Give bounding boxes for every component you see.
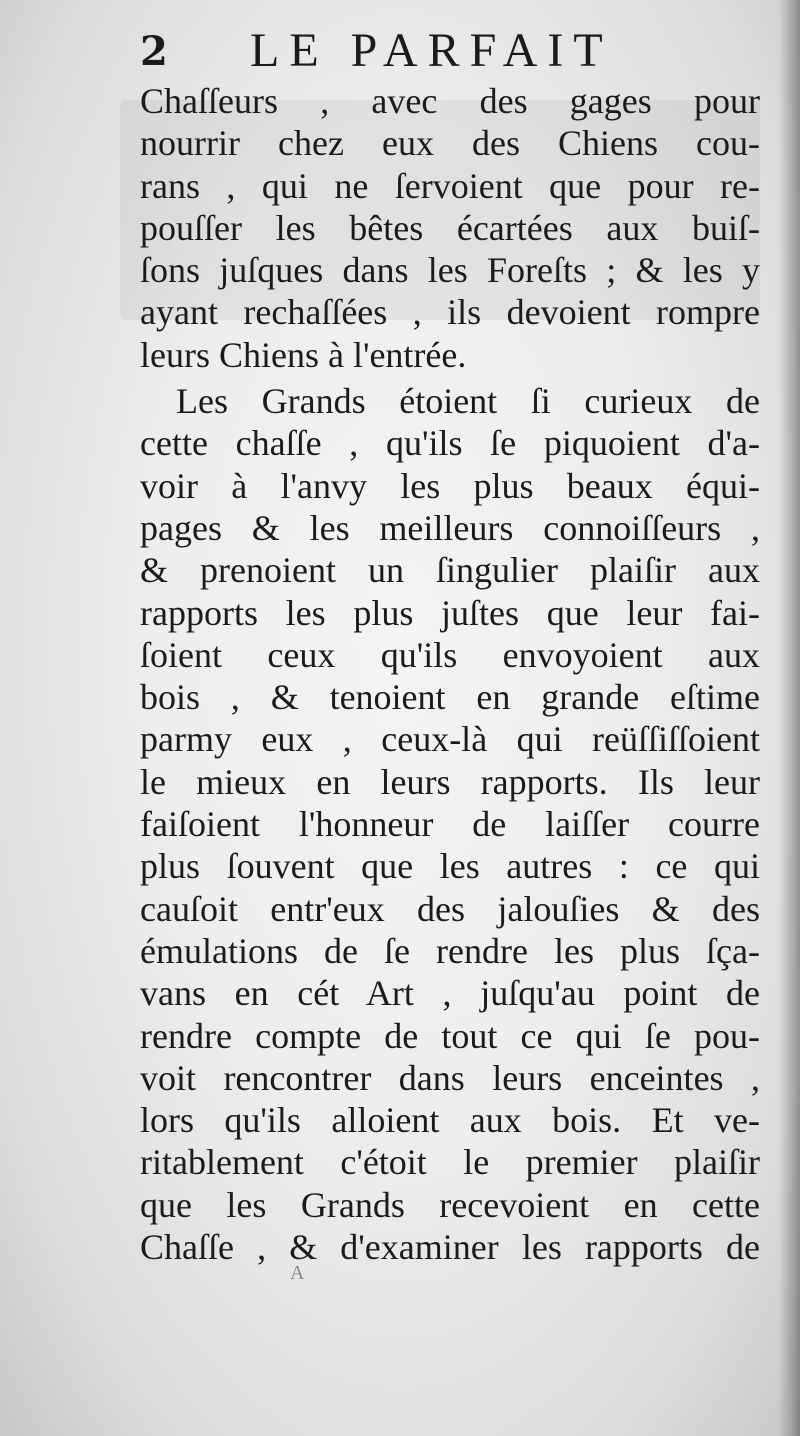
paragraph-2 xyxy=(140,380,760,1268)
text-line: bois , & tenoient en grande eſtime xyxy=(140,677,760,718)
text-line: ayant rechaſſées , ils devoient rompre xyxy=(140,292,760,333)
running-head xyxy=(140,18,700,82)
text-line: faiſoient l'honneur de laiſſer courre xyxy=(140,804,760,845)
text-line: Les Grands étoient ſi curieux de xyxy=(176,381,760,422)
page-gutter-shadow xyxy=(778,0,800,1436)
running-title: LE PARFAIT xyxy=(250,24,613,77)
text-line: parmy eux , ceux-là qui reüſſiſſoient xyxy=(140,719,760,760)
text-line: ſoient ceux qu'ils envoyoient aux xyxy=(140,634,760,675)
text-line: Chaſſe , & d'examiner les rapports de xyxy=(140,1227,760,1268)
text-line: plus ſouvent que les autres : ce qui xyxy=(140,846,760,887)
text-line: rapports les plus juſtes que leur fai- xyxy=(140,592,760,633)
text-line: rans , qui ne ſervoient que pour re- xyxy=(140,165,760,206)
text-line: vans en cét Art , juſqu'au point de xyxy=(140,973,760,1014)
text-line: pouſſer les bêtes écartées aux buiſ- xyxy=(140,207,760,248)
text-line: cauſoit entr'eux des jalouſies & des xyxy=(140,888,760,929)
text-line: le mieux en leurs rapports. Ils leur xyxy=(140,761,760,802)
text-line: que les Grands recevoient en cette xyxy=(140,1184,760,1225)
text-line: cette chaſſe , qu'ils ſe piquoient d'a- xyxy=(140,423,760,464)
text-line: leurs Chiens à l'entrée. xyxy=(140,334,467,375)
text-line: ritablement c'étoit le premier plaiſir xyxy=(140,1142,760,1183)
page-number: 2 xyxy=(140,28,168,75)
text-line: voir à l'anvy les plus beaux équi- xyxy=(140,465,760,506)
text-line: pages & les meilleurs connoiſſeurs , xyxy=(140,507,760,548)
text-line: rendre compte de tout ce qui ſe pou- xyxy=(140,1015,760,1056)
paragraph-1 xyxy=(140,80,760,376)
text-line: lors qu'ils alloient aux bois. Et ve- xyxy=(140,1100,760,1141)
text-line: émulations de ſe rendre les plus ſça- xyxy=(140,930,760,971)
text-line: ſons juſques dans les Foreſts ; & les y xyxy=(140,250,760,291)
text-line: voit rencontrer dans leurs enceintes , xyxy=(140,1057,760,1098)
body-text xyxy=(140,80,760,1268)
signature-mark: A xyxy=(290,1262,305,1284)
text-line: & prenoient un ſingulier plaiſir aux xyxy=(140,550,760,591)
text-line: Chaſſeurs , avec des gages pour xyxy=(140,81,760,121)
text-line: nourrir chez eux des Chiens cou- xyxy=(140,123,760,164)
